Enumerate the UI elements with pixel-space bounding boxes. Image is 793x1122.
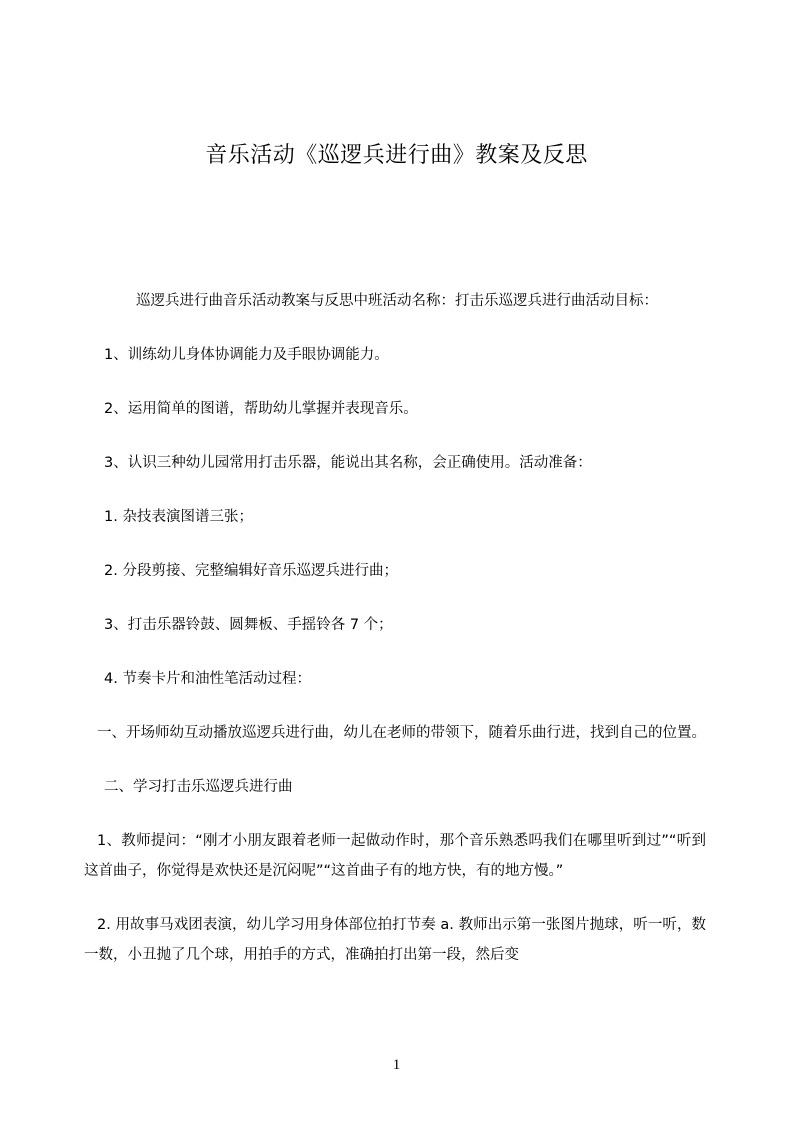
paragraph-goal-2: 2、运用简单的图谱，帮助幼儿掌握并表现音乐。: [104, 401, 418, 417]
document-title: 音乐活动《巡逻兵进行曲》教案及反思: [205, 143, 588, 168]
paragraph-step-2: 二、学习打击乐巡逻兵进行曲: [104, 779, 293, 795]
paragraph-intro: 巡逻兵进行曲音乐活动教案与反思中班活动名称：打击乐巡逻兵进行曲活动目标：: [136, 293, 658, 309]
paragraph-goal-1: 1、训练幼儿身体协调能力及手眼协调能力。: [104, 347, 389, 363]
paragraph-goal-3: 3、认识三种幼儿园常用打击乐器，能说出其名称，会正确使用。活动准备：: [104, 455, 592, 471]
paragraph-step-2-2: 2. 用故事马戏团表演，幼儿学习用身体部位拍打节奏 a. 教师出示第一张图片抛球，听一听，数一数，小丑抛了几个球，用拍手的方式，准确拍打出第一段，然后变: [84, 917, 706, 963]
paragraph-step-2-1: 1、教师提问：“刚才小朋友跟着老师一起做动作时，那个音乐熟悉吗我们在哪里听到过”“听到这首曲子，你觉得是欢快还是沉闷呢”“这首曲子有的地方快，有的地方慢。”: [84, 833, 706, 879]
paragraph-prep-2: 2. 分段剪接、完整编辑好音乐巡逻兵进行曲；: [104, 563, 398, 579]
document-body: [84, 286, 706, 970]
page-number: 1: [392, 1057, 401, 1073]
paragraph-prep-1: 1. 杂技表演图谱三张；: [104, 509, 253, 525]
paragraph-step-1: 一、开场师幼互动播放巡逻兵进行曲，幼儿在老师的带领下，随着乐曲行进，找到自己的位置。: [97, 725, 706, 741]
paragraph-prep-3: 3、打击乐器铃鼓、圆舞板、手摇铃各 7 个；: [104, 617, 393, 633]
paragraph-prep-4: 4. 节奏卡片和油性笔活动过程：: [104, 671, 311, 687]
